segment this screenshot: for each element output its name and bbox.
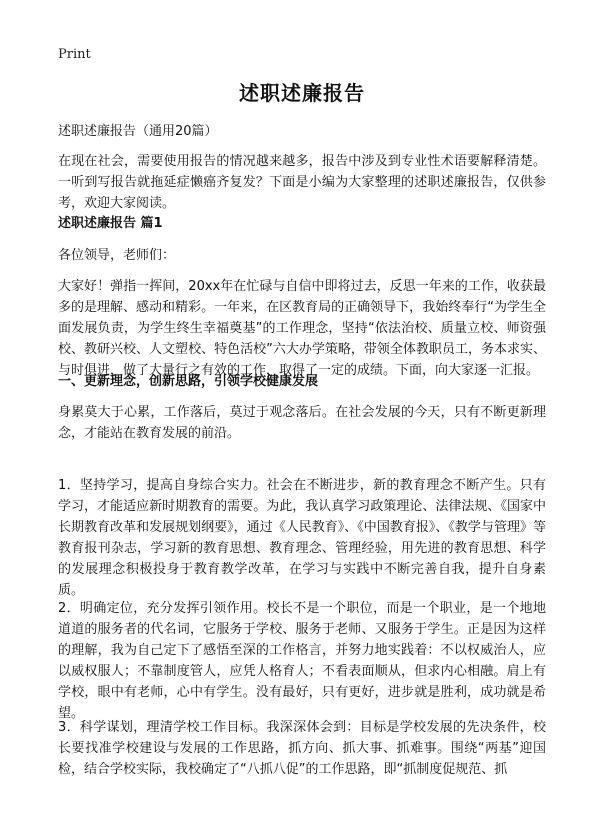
page-title: 述职述廉报告	[239, 81, 365, 105]
salutation: 各位领导，老师们：	[58, 248, 176, 263]
print-link[interactable]: Print	[58, 47, 91, 62]
paragraph-3: 1．坚持学习，提高自身综合实力。社会在不断进步，新的教育理念不断产生。只有学习，才能适应新时期教育的需要。为此，我认真学习政策理论、法律法规、《国家中长期教育改革和发展规划纲要》，通过《人民教育》、《中国教育报》、《教学与管理》等教育报刊杂志，学习新的教育思想、教育理念、管理经验，用先进的教育思想、科学的发展理念积极投身于教育教学改革，在学习与实践中不断完善自我，提升自身素质。	[58, 478, 546, 598]
paragraph-4: 2．明确定位，充分发挥引领作用。校长不是一个职位，而是一个职业，是一个地地道道的服务者的代名词，它服务于学校、服务于老师、又服务于学生。正是因为这样的理解，我为自己定下了感悟至深的工作格言，并努力地实践着：不以权威治人，应以威权服人；不靠制度管人，应凭人格育人；不看表面顺从，但求内心相融。肩上有学校，眼中有老师，心中有学生。没有最好，只有更好，进步就是胜利，成功就是希望。	[58, 601, 546, 721]
subtitle: 述职述廉报告（通用20篇）	[58, 124, 218, 139]
section-title: 述职述廉报告 篇1	[58, 216, 163, 231]
heading-1: 一、更新理念，创新思路，引领学校健康发展	[58, 374, 319, 389]
paragraph-5: 3．科学谋划，理清学校工作目标。我深深体会到：目标是学校发展的先决条件，校长要找准学校建设与发展的工作思路，抓方向、抓大事、抓难事。围绕“两基”迎国检，结合学校实际，我校确定了“八抓八促”的工作思路，即“抓制度促规范、抓	[58, 720, 546, 777]
paragraph-1: 大家好！弹指一挥间，20xx年在忙碌与自信中即将过去，反思一年来的工作，收获最多的是理解、感动和精彩。一年来，在区教育局的正确领导下，我始终奉行“为学生全面发展负责，为学生终生幸福奠基”的工作理念，坚持“依法治校、质量立校、师资强校、教研兴校、人文塑校、特色活校”六大办学策略，带领全体教职员工，务本求实、与时俱进，做了大量行之有效的工作，取得了一定的成绩。下面，向大家逐一汇报。	[58, 279, 546, 378]
intro-paragraph: 在现在社会，需要使用报告的情况越来越多，报告中涉及到专业性术语要解释清楚。一听到写报告就拖延症懒癌齐复发？下面是小编为大家整理的述职述廉报告，仅供参考，欢迎大家阅读。	[58, 154, 546, 211]
paragraph-2: 身累莫大于心累，工作落后，莫过于观念落后。在社会发展的今天，只有不断更新理念，才能站在教育发展的前沿。	[58, 405, 546, 441]
